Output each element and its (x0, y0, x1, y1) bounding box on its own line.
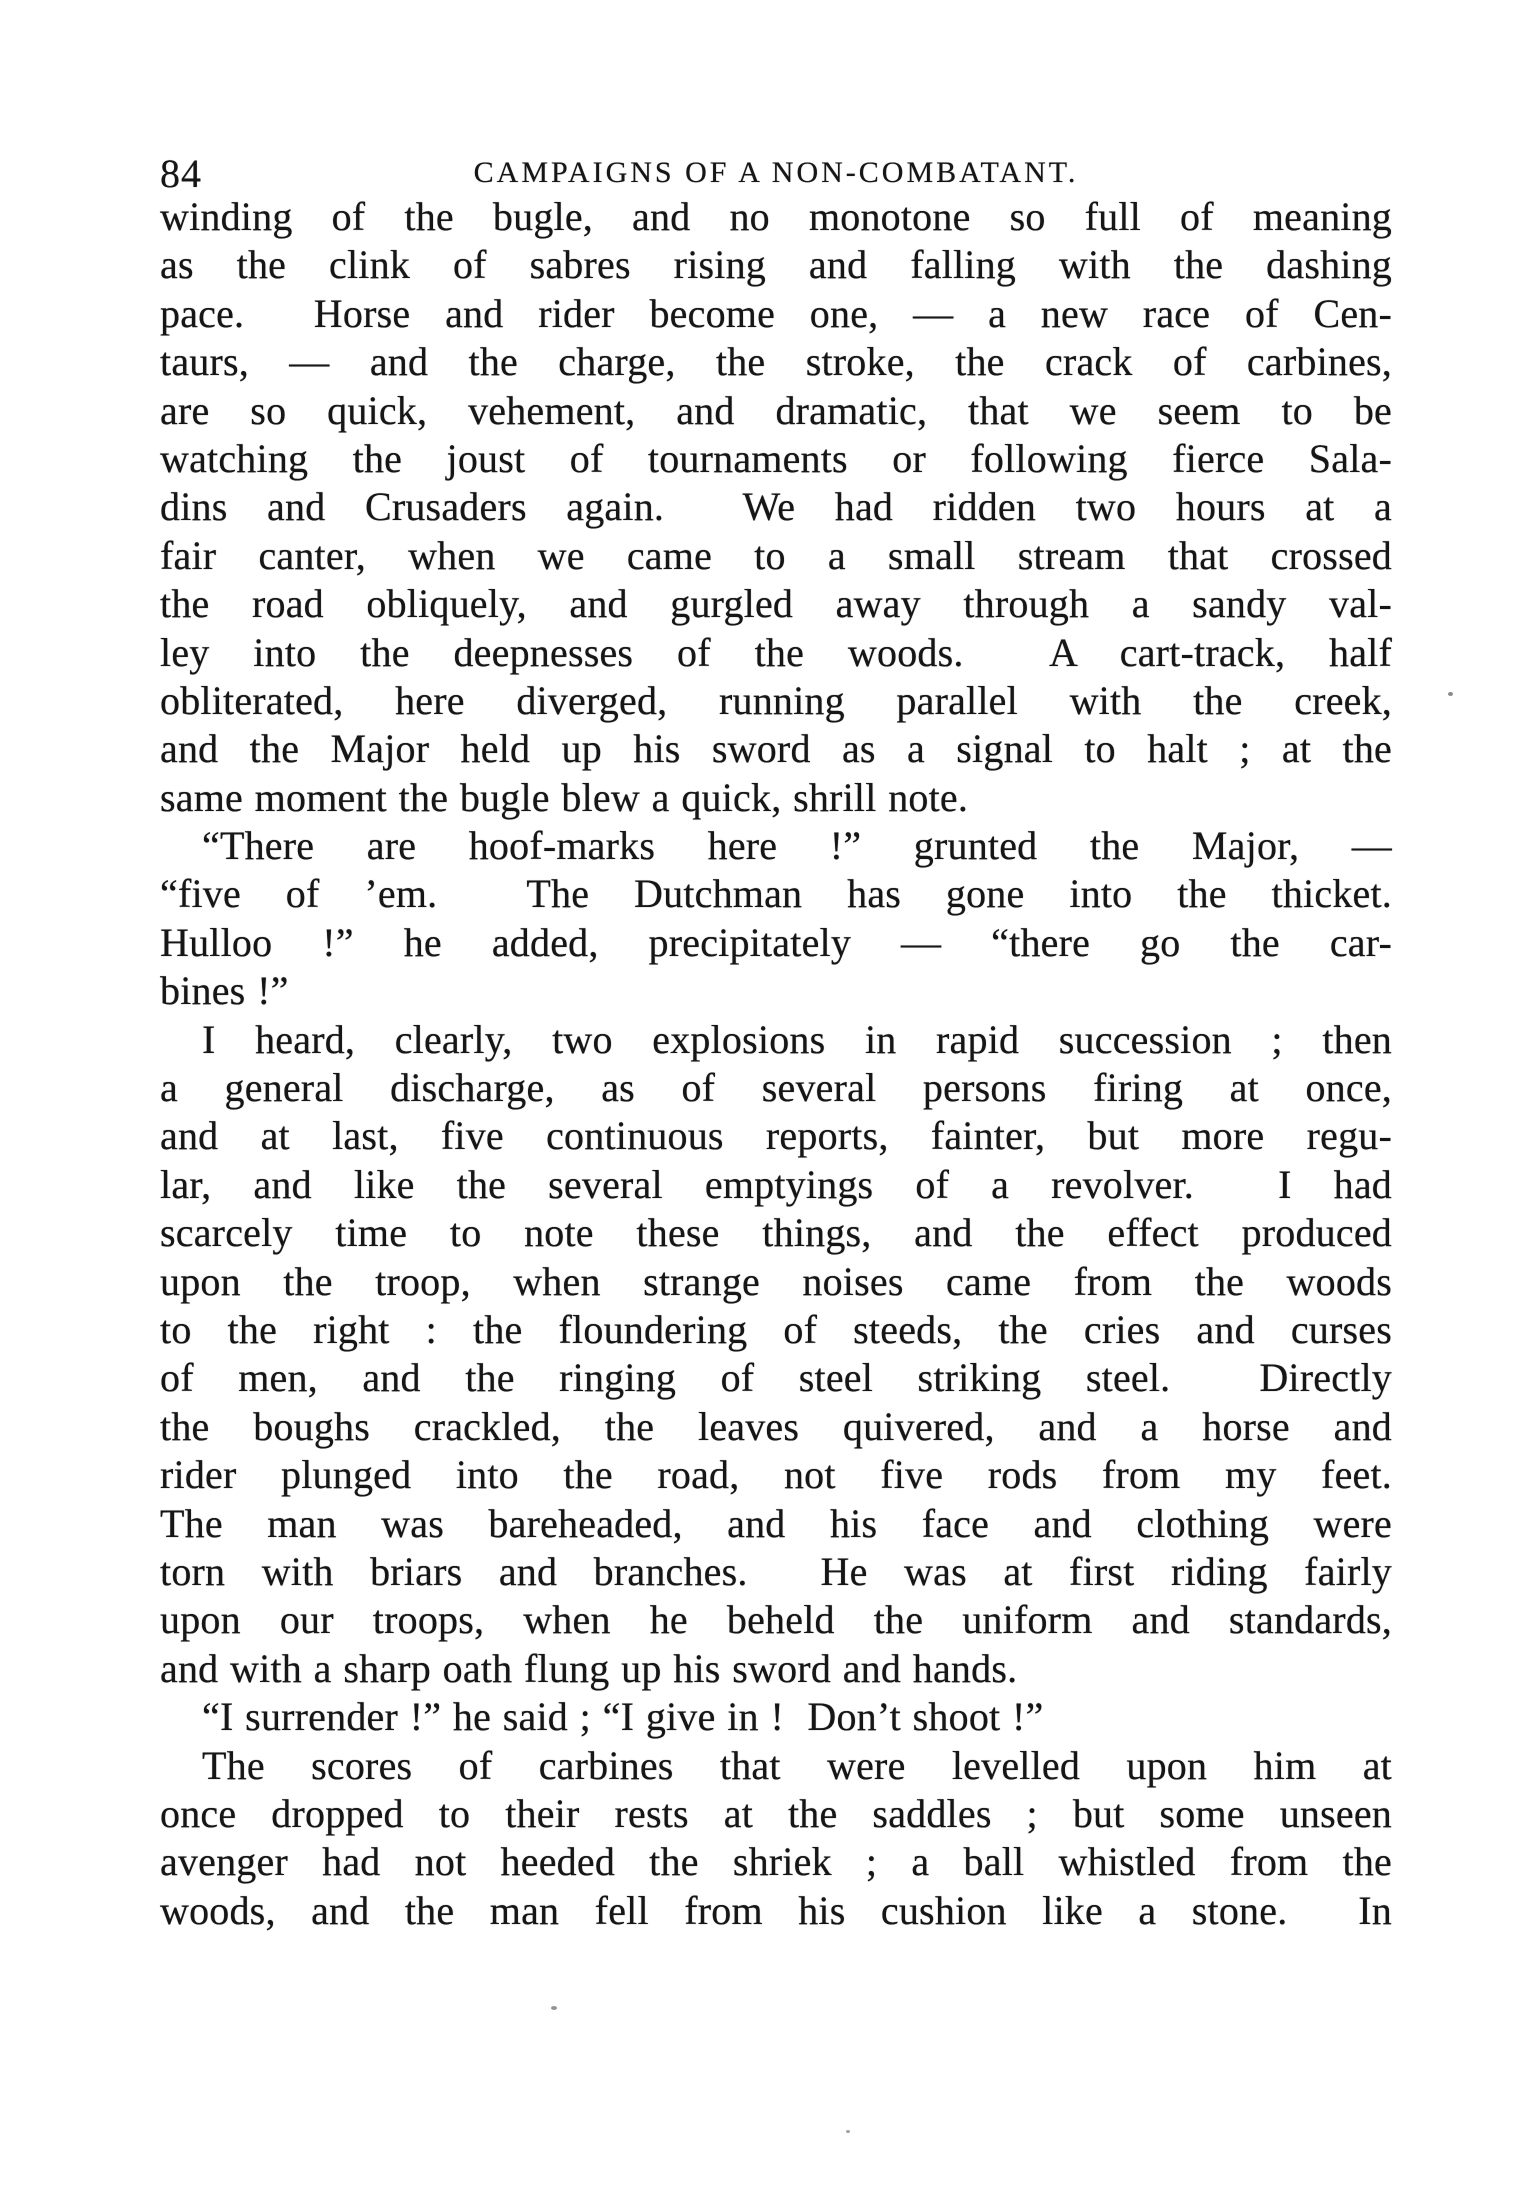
text-line: a general discharge, as of several persons firing at once, (160, 1065, 1392, 1111)
text-line: torn with briars and branches. He was at first riding fairly (160, 1548, 1392, 1594)
text-line: the boughs crackled, the leaves quivered, and a horse and (160, 1403, 1392, 1449)
text-line: The scores of carbines that were levelled upon him at (202, 1742, 1392, 1788)
text-line: “There are hoof-marks here !” grunted the Major, — (202, 823, 1392, 869)
text-line: ley into the deepnesses of the woods. A cart-track, half (160, 629, 1392, 675)
text-line: and the Major held up his sword as a signal to halt ; at the (160, 726, 1392, 772)
text-line: upon our troops, when he beheld the uniform and standards, (160, 1597, 1392, 1643)
page-number: 84 (160, 151, 202, 196)
body-text (160, 193, 1392, 1935)
text-line: as the clink of sabres rising and falling with the dashing (160, 242, 1392, 288)
text-line: and with a sharp oath flung up his sword and hands. (160, 1645, 1018, 1691)
text-line: fair canter, when we came to a small stream that crossed (160, 532, 1392, 578)
text-line: dins and Crusaders again. We had ridden two hours at a (160, 484, 1392, 530)
text-line: once dropped to their rests at the saddles ; but some unseen (160, 1790, 1392, 1836)
text-line: to the right : the floundering of steeds, the cries and curses (160, 1306, 1392, 1352)
text-line: scarcely time to note these things, and the effect produced (160, 1210, 1392, 1256)
text-line: lar, and like the several emptyings of a revolver. I had (160, 1161, 1392, 1207)
text-line: are so quick, vehement, and dramatic, that we seem to be (160, 387, 1392, 433)
running-head: CAMPAIGNS OF A NON-COMBATANT. (473, 156, 1079, 189)
text-line: woods, and the man fell from his cushion like a stone. In (160, 1887, 1392, 1933)
text-line: and at last, five continuous reports, fainter, but more regu- (160, 1113, 1392, 1159)
text-line: “I surrender !” he said ; “I give in ! Don’t shoot !” (202, 1694, 1044, 1740)
scan-speck (551, 2006, 557, 2010)
text-line: taurs, — and the charge, the stroke, the crack of carbines, (160, 339, 1392, 385)
text-line: same moment the bugle blew a quick, shrill note. (160, 774, 969, 820)
text-line: Hulloo !” he added, precipitately — “there go the car- (160, 919, 1392, 965)
text-line: bines !” (160, 968, 289, 1014)
text-line: the road obliquely, and gurgled away through a sandy val- (160, 581, 1392, 627)
text-line: watching the joust of tournaments or following fierce Sala- (160, 435, 1392, 481)
text-line: upon the troop, when strange noises came from the woods (160, 1258, 1392, 1304)
scan-speck (846, 2130, 850, 2133)
text-line: The man was bareheaded, and his face and clothing were (160, 1500, 1392, 1546)
text-line: rider plunged into the road, not five rods from my feet. (160, 1452, 1392, 1498)
text-line: obliterated, here diverged, running parallel with the creek, (160, 677, 1392, 723)
text-line: “five of ’em. The Dutchman has gone into the thicket. (160, 871, 1392, 917)
text-line: winding of the bugle, and no monotone so full of meaning (160, 194, 1392, 239)
scan-speck (1448, 692, 1453, 696)
text-line: pace. Horse and rider become one, — a new race of Cen- (160, 290, 1392, 336)
text-line: avenger had not heeded the shriek ; a ball whistled from the (160, 1839, 1392, 1885)
page-header (160, 148, 1392, 198)
text-line: of men, and the ringing of steel striking steel. Directly (160, 1355, 1392, 1401)
text-line: I heard, clearly, two explosions in rapid succession ; then (202, 1016, 1392, 1062)
